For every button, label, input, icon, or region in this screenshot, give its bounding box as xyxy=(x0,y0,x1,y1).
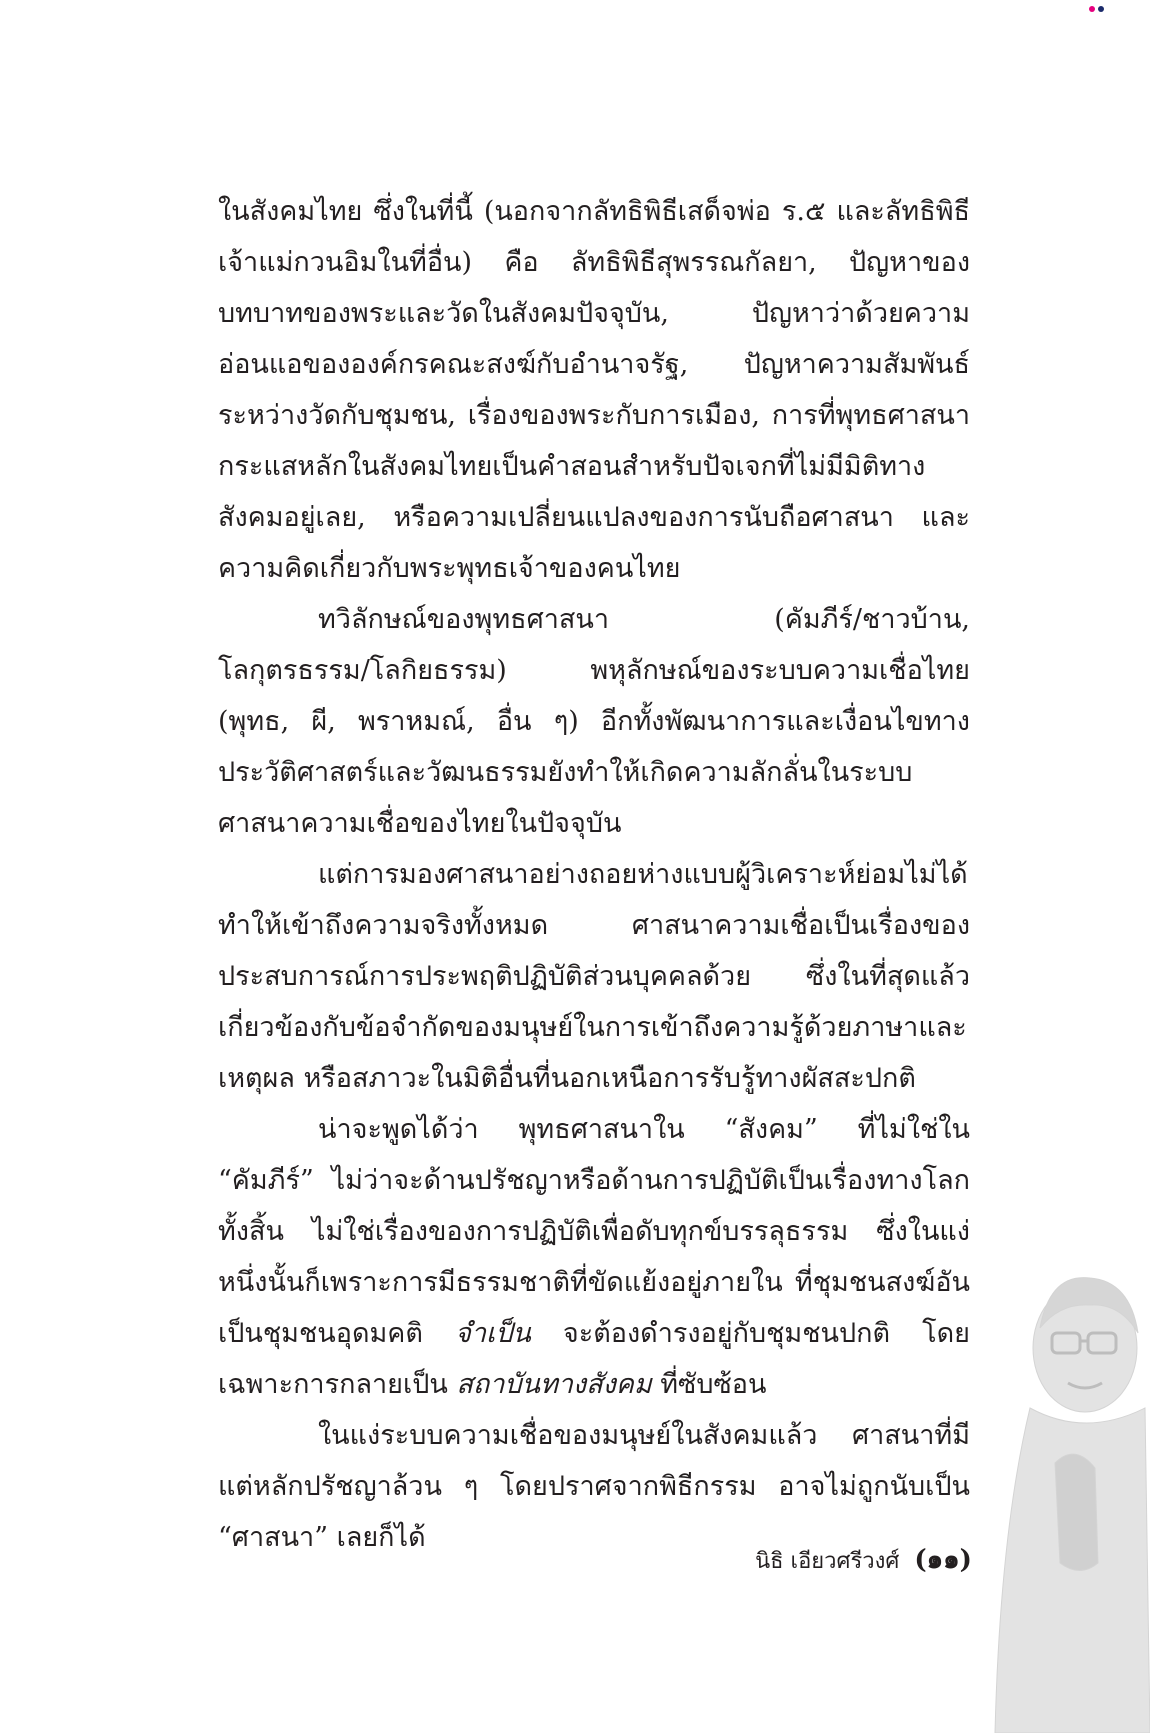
text-run: จะต้องดำรงอยู่กับชุมชนปกติ โดยเฉพาะการกลายเป็น xyxy=(218,1318,970,1400)
page-number: (๑๑) xyxy=(914,1545,972,1575)
italic-text: จำเป็น xyxy=(455,1318,531,1349)
author-name: นิธิ เอียวศรีวงศ์ xyxy=(755,1549,900,1574)
text-run: ในแง่ระบบความเชื่อของมนุษย์ในสังคมแล้ว ศาสนาที่มีแต่หลักปรัชญาล้วน ๆ โดยปราศจากพิธีกรรม อาจไม่ถูกนับเป็น “ศาสนา” เลยก็ได้ xyxy=(218,1420,970,1553)
navy-dot xyxy=(1098,6,1104,12)
text-run: ทวิลักษณ์ของพุทธศาสนา (คัมภีร์/ชาวบ้าน, โลกุตรธรรม/โลกิยธรรม) พหุลักษณ์ของระบบความเชื่อไทย (พุทธ, ผี, พราหมณ์, อื่น ๆ) อีกทั้งพัฒนาการและเงื่อนไขทางประวัติศาสตร์และวัฒนธรรมยังทำให้เกิดความลักลั่นในระบบศาสนาความเชื่อของไทยในปัจจุบัน xyxy=(218,604,970,839)
person-statue-praying-icon xyxy=(980,1233,1150,1733)
italic-text: สถาบันทางสังคม xyxy=(456,1369,652,1400)
paragraph xyxy=(218,849,970,1104)
paragraph xyxy=(218,186,970,594)
text-run: ในสังคมไทย ซึ่งในที่นี้ (นอกจากลัทธิพิธีเสด็จพ่อ ร.๕ และลัทธิพิธีเจ้าแม่กวนอิมในที่อื่น) คือ ลัทธิพิธีสุพรรณกัลยา, ปัญหาของบทบาทของพระและวัดในสังคมปัจจุบัน, ปัญหาว่าด้วยความอ่อนแอขององค์กรคณะสงฆ์กับอำนาจรัฐ, ปัญหาความสัมพันธ์ระหว่างวัดกับชุมชน, เรื่องของพระกับการเมือง, การที่พุทธศาสนากระแสหลักในสังคมไทยเป็นคำสอนสำหรับปัจเจกที่ไม่มีมิติทางสังคมอยู่เลย, หรือความเปลี่ยนแปลงของการนับถือศาสนา และความคิดเกี่ยวกับพระพุทธเจ้าของคนไทย xyxy=(218,196,970,584)
paragraph xyxy=(218,1104,970,1410)
paragraph xyxy=(218,594,970,849)
page-footer xyxy=(700,1544,972,1578)
corner-dots xyxy=(1089,6,1104,12)
magenta-dot xyxy=(1089,6,1095,12)
body-text xyxy=(218,186,970,1563)
text-run: แต่การมองศาสนาอย่างถอยห่างแบบผู้วิเคราะห์ย่อมไม่ได้ทำให้เข้าถึงความจริงทั้งหมด ศาสนาความเชื่อเป็นเรื่องของประสบการณ์การประพฤติปฏิบัติส่วนบุคคลด้วย ซึ่งในที่สุดแล้วเกี่ยวข้องกับข้อจำกัดของมนุษย์ในการเข้าถึงความรู้ด้วยภาษาและเหตุผล หรือสภาวะในมิติอื่นที่นอกเหนือการรับรู้ทางผัสสะปกติ xyxy=(218,859,970,1094)
text-run: น่าจะพูดได้ว่า พุทธศาสนาใน “สังคม” ที่ไม่ใช่ใน “คัมภีร์” ไม่ว่าจะด้านปรัชญาหรือด้านการปฏิบัติเป็นเรื่องทางโลกทั้งสิ้น ไม่ใช่เรื่องของการปฏิบัติเพื่อดับทุกข์บรรลุธรรม ซึ่งในแง่หนึ่งนั้นก็เพราะการมีธรรมชาติที่ขัดแย้งอยู่ภายใน ที่ชุมชนสงฆ์อันเป็นชุมชนอุดมคติ xyxy=(218,1114,970,1349)
text-run: ที่ซับซ้อน xyxy=(651,1369,767,1400)
paragraph xyxy=(218,1410,970,1563)
